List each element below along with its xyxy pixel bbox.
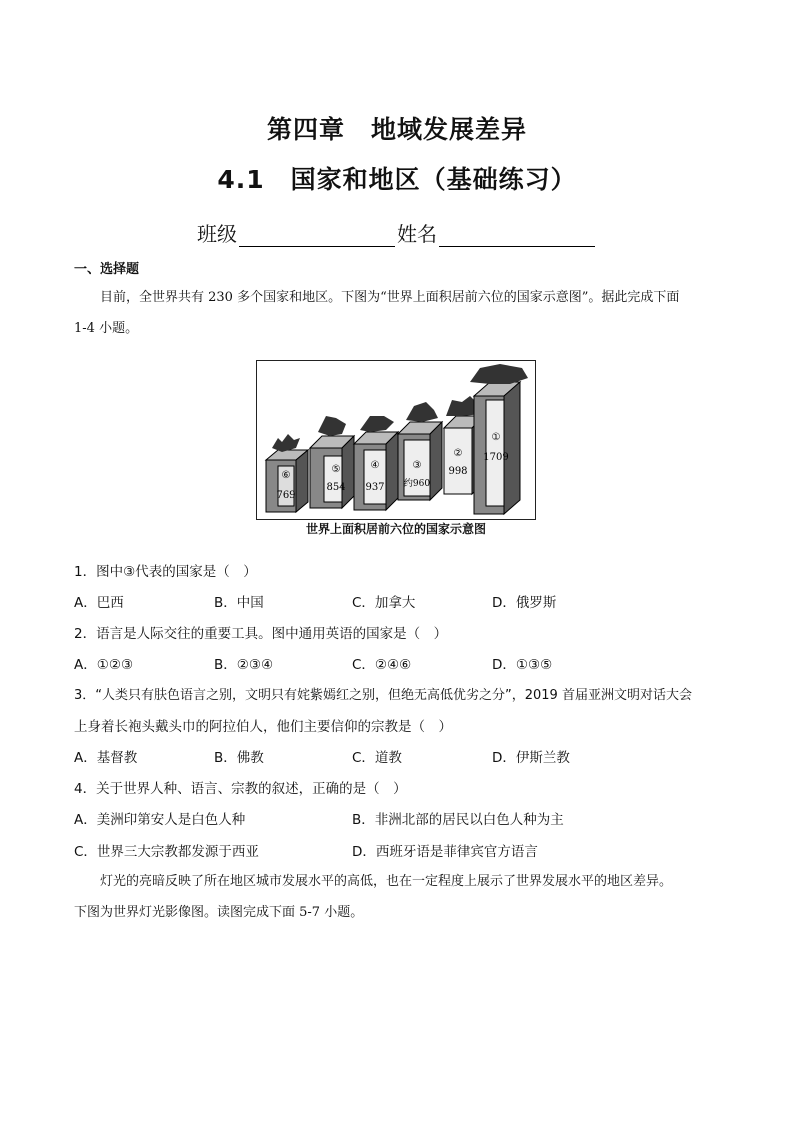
- q4-option-b[interactable]: B．非洲北部的居民以白色人种为主: [352, 812, 564, 828]
- q2-option-b[interactable]: B．②③④: [214, 657, 274, 673]
- q4-option-a[interactable]: A．美洲印第安人是白色人种: [74, 812, 246, 828]
- question-4-stem: 4．关于世界人种、语言、宗教的叙述，正确的是（ ）: [74, 781, 407, 797]
- section-title: 一、选择题: [74, 262, 140, 277]
- q1-option-c[interactable]: C．加拿大: [352, 595, 416, 611]
- bar-1-value: 1709: [483, 452, 509, 463]
- lesson-title: 4.1 国家和地区（基础练习）: [217, 165, 577, 194]
- bar-3-rank: ③: [412, 460, 422, 471]
- class-blank[interactable]: [239, 226, 395, 247]
- outro-line-1: 灯光的亮暗反映了所在地区城市发展水平的高低，也在一定程度上展示了世界发展水平的地区差异。: [100, 874, 673, 889]
- bar-3-value: 约960: [403, 479, 431, 489]
- q3-option-c[interactable]: C．道教: [352, 750, 402, 766]
- bar-4-rank: ④: [370, 460, 380, 471]
- q1-option-b[interactable]: B．中国: [214, 595, 264, 611]
- q4-option-d[interactable]: D．西班牙语是菲律宾官方语言: [352, 844, 538, 860]
- q1-option-d[interactable]: D．俄罗斯: [492, 595, 557, 611]
- question-3-stem-line-2: 上身着长袍头戴头巾的阿拉伯人，他们主要信仰的宗教是（ ）: [74, 719, 452, 735]
- question-2-stem: 2．语言是人际交往的重要工具。图中通用英语的国家是（ ）: [74, 626, 448, 642]
- q4-option-c[interactable]: C．世界三大宗教都发源于西亚: [74, 844, 259, 860]
- question-1-stem: 1．图中③代表的国家是（ ）: [74, 564, 257, 580]
- q1-option-a[interactable]: A．巴西: [74, 595, 124, 611]
- bar-1-rank: ①: [491, 432, 501, 443]
- chapter-title: 第四章 地域发展差异: [266, 115, 527, 144]
- q3-option-d[interactable]: D．伊斯兰教: [492, 750, 570, 766]
- bar-6-value: 769: [276, 490, 296, 501]
- q2-option-a[interactable]: A．①②③: [74, 657, 134, 673]
- intro-line-2: 1-4 小题。: [74, 321, 139, 336]
- country-area-figure: [256, 360, 536, 520]
- outro-paragraph: [74, 866, 734, 928]
- bar-2-value: 998: [448, 466, 468, 477]
- bar-5-value: 854: [326, 482, 346, 493]
- outro-line-2: 下图为世界灯光影像图。读图完成下面 5-7 小题。: [74, 905, 364, 920]
- name-blank[interactable]: [439, 226, 595, 247]
- q2-option-d[interactable]: D．①③⑤: [492, 657, 553, 673]
- class-label: 班级: [197, 222, 237, 246]
- question-3-stem-line-1: 3．“人类只有肤色语言之别，文明只有姹紫嫣红之别，但绝无高低优劣之分”，2019 首届亚洲文明对话大会: [74, 688, 692, 703]
- intro-line-1: 目前，全世界共有 230 多个国家和地区。下图为“世界上面积居前六位的国家示意图”。据此完成下面: [100, 290, 680, 305]
- intro-paragraph: [74, 282, 724, 344]
- bar-5-rank: ⑤: [331, 464, 341, 475]
- q3-option-b[interactable]: B．佛教: [214, 750, 264, 766]
- country-area-svg: [256, 360, 536, 520]
- q2-option-c[interactable]: C．②④⑥: [352, 657, 412, 673]
- bar-6-rank: ⑥: [281, 470, 291, 481]
- name-label: 姓名: [397, 222, 437, 246]
- figure-caption: 世界上面积居前六位的国家示意图: [305, 522, 486, 536]
- bar-2-rank: ②: [453, 448, 463, 459]
- bar-4-value: 937: [365, 482, 385, 493]
- name-row: [0, 218, 794, 247]
- q3-option-a[interactable]: A．基督教: [74, 750, 138, 766]
